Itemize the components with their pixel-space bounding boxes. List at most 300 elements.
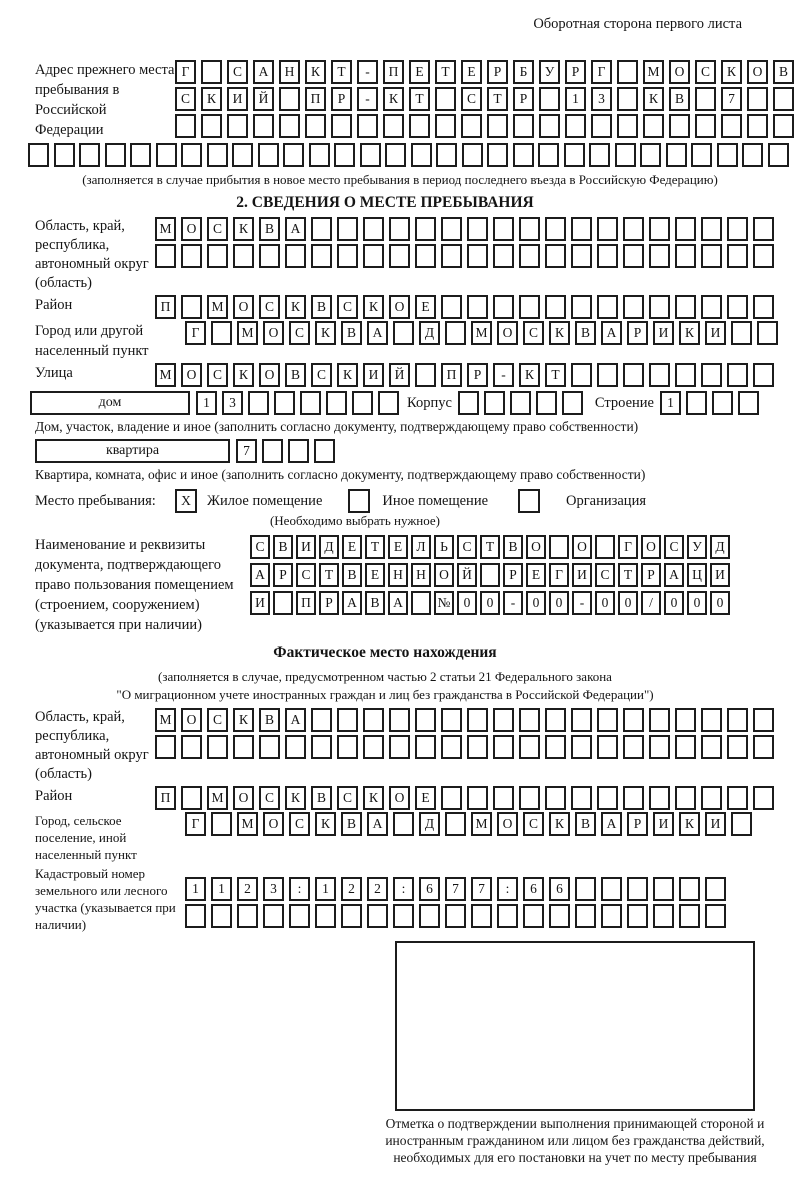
form-cell: Е [365,563,385,587]
form-cell: - [493,363,514,387]
form-cell: С [296,563,316,587]
form-cell: 2 [367,877,388,901]
house-row [30,391,800,415]
form-cell [285,735,306,759]
form-cell [519,735,540,759]
form-cell: П [155,786,176,810]
form-cell: 7 [471,877,492,901]
form-cell [721,114,742,138]
form-cell [445,812,466,836]
form-cell [695,114,716,138]
form-cell: Т [409,87,430,111]
form-cell [623,244,644,268]
form-cell [649,217,670,241]
form-cell: - [572,591,592,615]
form-cell [562,391,583,415]
form-cell: П [441,363,462,387]
form-cell: И [250,591,270,615]
form-cell: С [664,535,684,559]
form-cell [571,735,592,759]
form-cell [363,244,384,268]
stay-type-option-organization: Организация [566,493,646,509]
form-cell [311,244,332,268]
form-cell [623,363,644,387]
form-cell [727,217,748,241]
form-cell [649,735,670,759]
form-cell [309,143,330,167]
form-cell: В [273,535,293,559]
form-cell [259,735,280,759]
apartment-cells [236,439,335,463]
form-cell [686,391,707,415]
form-cell: Г [175,60,196,84]
form-cell: 0 [526,591,546,615]
form-cell: П [383,60,404,84]
form-cell [79,143,100,167]
form-cell [753,244,774,268]
form-cell: П [305,87,326,111]
form-cell [311,217,332,241]
form-cell [675,244,696,268]
form-cell [545,244,566,268]
form-cell [393,321,414,345]
house-cells [196,391,399,415]
form-cell [571,244,592,268]
form-cell: О [389,295,410,319]
form-cell [731,321,752,345]
form-cell [283,143,304,167]
form-cell [679,904,700,928]
form-cell [181,143,202,167]
form-cell: О [181,217,202,241]
form-cell: О [389,786,410,810]
form-cell: П [296,591,316,615]
district-label: Район [35,297,73,313]
form-cell [649,363,670,387]
form-cell [331,114,352,138]
form-cell: М [155,708,176,732]
actual-city-label: Город, сельское поселение, иной населенный пункт [35,813,137,862]
apartment-row [35,439,800,463]
form-cell [253,114,274,138]
form-cell [675,786,696,810]
form-cell [768,143,789,167]
form-cell: А [601,321,622,345]
form-cell [623,735,644,759]
form-cell: Е [415,786,436,810]
section2-title: 2. СВЕДЕНИЯ О МЕСТЕ ПРЕБЫВАНИЯ [236,194,534,211]
actual-district-label: Район [35,788,73,804]
cell-row [155,244,774,268]
form-cell: В [575,321,596,345]
form-cell [701,363,722,387]
form-cell: Е [388,535,408,559]
form-cell [233,735,254,759]
form-cell: 6 [419,877,440,901]
form-cell: Г [618,535,638,559]
form-cell [300,391,321,415]
form-cell: Р [641,563,661,587]
form-cell [201,60,222,84]
form-cell: О [181,708,202,732]
form-cell [536,391,557,415]
form-cell [595,535,615,559]
korpus-label: Корпус [407,395,452,411]
form-cell: Д [419,321,440,345]
form-cell [571,217,592,241]
form-cell: Е [342,535,362,559]
form-cell [493,708,514,732]
form-cell [393,904,414,928]
form-cell [337,244,358,268]
form-cell [415,735,436,759]
form-cell: К [285,786,306,810]
stroenie-cells [660,391,759,415]
form-cell [753,735,774,759]
sheet-side-note: Оборотная сторона первого листа [533,16,742,32]
form-cell: 1 [185,877,206,901]
form-cell [545,786,566,810]
form-cell: Р [487,60,508,84]
cell-row [250,535,730,559]
form-cell: С [337,786,358,810]
form-cell [675,295,696,319]
form-cell: К [285,295,306,319]
form-cell: Е [415,295,436,319]
form-cell: 1 [211,877,232,901]
form-cell [181,786,202,810]
form-cell [233,244,254,268]
form-cell [597,217,618,241]
form-cell: А [367,812,388,836]
form-cell [701,295,722,319]
form-cell: Р [513,87,534,111]
form-cell [352,391,373,415]
form-cell: Б [513,60,534,84]
actual-region-field [35,708,800,784]
form-cell: Е [461,60,482,84]
form-cell [311,735,332,759]
form-cell: Г [185,812,206,836]
form-cell [337,735,358,759]
form-cell: К [233,363,254,387]
form-cell [289,904,310,928]
form-cell: О [526,535,546,559]
street-label: Улица [35,365,73,381]
form-cell: 6 [549,877,570,901]
form-cell [597,735,618,759]
form-cell: 1 [315,877,336,901]
cell-row [175,114,794,138]
form-cell: М [207,295,228,319]
form-cell: 1 [196,391,217,415]
form-cell [623,295,644,319]
form-cell [334,143,355,167]
cell-row [155,295,774,319]
form-cell: С [523,321,544,345]
previous-address-extra-row [28,143,800,167]
cell-row [250,591,730,615]
form-cell [705,877,726,901]
form-cell [519,244,540,268]
form-cell: О [233,295,254,319]
form-cell: А [285,217,306,241]
form-cell: Р [273,563,293,587]
form-cell [441,786,462,810]
form-cell: К [363,786,384,810]
form-cell: Т [435,60,456,84]
form-cell [467,244,488,268]
form-cell: 3 [591,87,612,111]
form-cell: А [601,812,622,836]
form-cell [385,143,406,167]
form-cell: К [679,321,700,345]
cell-row [155,735,774,759]
form-cell: 6 [523,877,544,901]
form-cell [591,114,612,138]
form-cell [248,391,269,415]
form-cell [727,244,748,268]
form-cell [389,735,410,759]
form-cell: А [253,60,274,84]
form-cell: О [497,812,518,836]
form-cell: О [233,786,254,810]
form-cell: И [710,563,730,587]
form-cell [175,114,196,138]
form-cell [675,217,696,241]
form-cell: Н [388,563,408,587]
form-cell [649,786,670,810]
form-cell: Р [627,812,648,836]
form-cell: К [549,321,570,345]
form-cell: С [311,363,332,387]
form-cell: 0 [480,591,500,615]
district-field [35,295,800,319]
form-cell [549,904,570,928]
previous-address-block [35,60,800,140]
form-cell: И [363,363,384,387]
form-cell: Н [279,60,300,84]
form-cell: Р [467,363,488,387]
form-cell: С [595,563,615,587]
form-cell [640,143,661,167]
form-cell: А [250,563,270,587]
form-cell: - [503,591,523,615]
form-cell: К [233,708,254,732]
form-cell: В [259,217,280,241]
form-cell [28,143,49,167]
form-cell: В [342,563,362,587]
form-cell [675,363,696,387]
form-cell [54,143,75,167]
form-cell [471,904,492,928]
form-cell [411,591,431,615]
form-cell: 0 [687,591,707,615]
form-cell [545,217,566,241]
form-cell: : [289,877,310,901]
form-cell [727,363,748,387]
stay-type-checkbox-organization [518,489,540,513]
form-cell [337,708,358,732]
form-cell [679,877,700,901]
form-cell [617,60,638,84]
form-cell: В [575,812,596,836]
form-cell: Р [331,87,352,111]
form-cell [538,143,559,167]
form-cell: О [263,321,284,345]
form-cell [675,735,696,759]
form-cell: М [237,812,258,836]
form-cell [467,295,488,319]
form-cell [623,786,644,810]
form-cell: Д [319,535,339,559]
form-cell: О [497,321,518,345]
form-cell: К [363,295,384,319]
form-cell: С [461,87,482,111]
cell-row [185,321,778,345]
form-cell [441,735,462,759]
form-cell [701,735,722,759]
form-cell [383,114,404,138]
form-cell: С [337,295,358,319]
form-cell: А [285,708,306,732]
form-cell: 7 [721,87,742,111]
form-cell [601,877,622,901]
stay-type-option-other: Иное помещение [382,493,489,509]
form-cell [575,904,596,928]
region-field [35,217,800,293]
form-cell [462,143,483,167]
form-cell: Н [411,563,431,587]
form-cell [712,391,733,415]
form-cell [315,904,336,928]
cell-row [250,563,730,587]
form-cell: Г [591,60,612,84]
form-cell [207,735,228,759]
form-cell: Е [409,60,430,84]
cell-row [155,708,774,732]
form-cell [363,735,384,759]
cadastre-cell-rows [185,865,726,928]
document-cell-rows [250,535,730,615]
form-cell [753,708,774,732]
form-cell [545,708,566,732]
form-cell: 0 [457,591,477,615]
form-cell: О [641,535,661,559]
form-cell: В [773,60,794,84]
form-cell: Д [710,535,730,559]
form-cell [237,904,258,928]
cell-row [185,904,726,928]
form-cell: 2 [341,877,362,901]
form-cell: Р [565,60,586,84]
form-cell: - [357,87,378,111]
form-cell [519,295,540,319]
form-cell [653,904,674,928]
form-cell: 1 [660,391,681,415]
cell-row [185,812,752,836]
form-cell [617,114,638,138]
form-cell [539,87,560,111]
form-cell [705,904,726,928]
form-cell: С [207,708,228,732]
form-cell [279,87,300,111]
form-cell [623,217,644,241]
form-cell: 0 [710,591,730,615]
form-cell [415,708,436,732]
form-cell: С [207,363,228,387]
form-cell [487,143,508,167]
form-cell [747,87,768,111]
form-cell [445,321,466,345]
form-cell [701,708,722,732]
form-cell [519,786,540,810]
form-cell [415,217,436,241]
form-cell [617,87,638,111]
form-cell: Й [253,87,274,111]
form-cell [510,391,531,415]
stay-type-row [35,489,800,513]
form-cell: / [641,591,661,615]
form-cell: И [653,812,674,836]
form-cell [539,114,560,138]
form-cell [130,143,151,167]
region-cell-rows [155,217,774,268]
form-cell: 1 [565,87,586,111]
form-cell: К [315,812,336,836]
form-cell [415,363,436,387]
form-cell [773,87,794,111]
form-cell: О [181,363,202,387]
previous-address-note: (заполняется в случае прибытия в новое место пребывания в период последнего въезда в Российскую Федерацию) [82,172,718,187]
form-cell [571,708,592,732]
form-cell [597,363,618,387]
form-cell [571,363,592,387]
form-cell: А [367,321,388,345]
actual-location-note-2: "О миграционном учете иностранных граждан и лиц без гражданства в Российской Федерации") [116,687,654,702]
form-cell: С [259,295,280,319]
form-cell [411,143,432,167]
form-cell: С [175,87,196,111]
form-cell: Е [526,563,546,587]
form-cell: Т [480,535,500,559]
form-cell [458,391,479,415]
form-cell: И [572,563,592,587]
form-cell: И [705,321,726,345]
form-cell: Т [487,87,508,111]
form-cell [695,87,716,111]
form-cell [691,143,712,167]
cadastre-field [35,865,800,933]
form-cell: К [519,363,540,387]
form-cell [701,217,722,241]
form-cell [493,295,514,319]
form-cell [357,114,378,138]
form-cell: О [747,60,768,84]
form-cell [389,217,410,241]
form-cell: М [155,217,176,241]
form-cell [669,114,690,138]
form-cell: С [457,535,477,559]
form-cell: Р [503,563,523,587]
actual-location-title: Фактическое место нахождения [273,644,497,661]
form-cell [155,244,176,268]
form-cell [341,904,362,928]
form-cell: Г [549,563,569,587]
region-label: Область, край, республика, автономный округ (область) [35,218,149,291]
form-cell [731,812,752,836]
street-field [35,363,800,387]
